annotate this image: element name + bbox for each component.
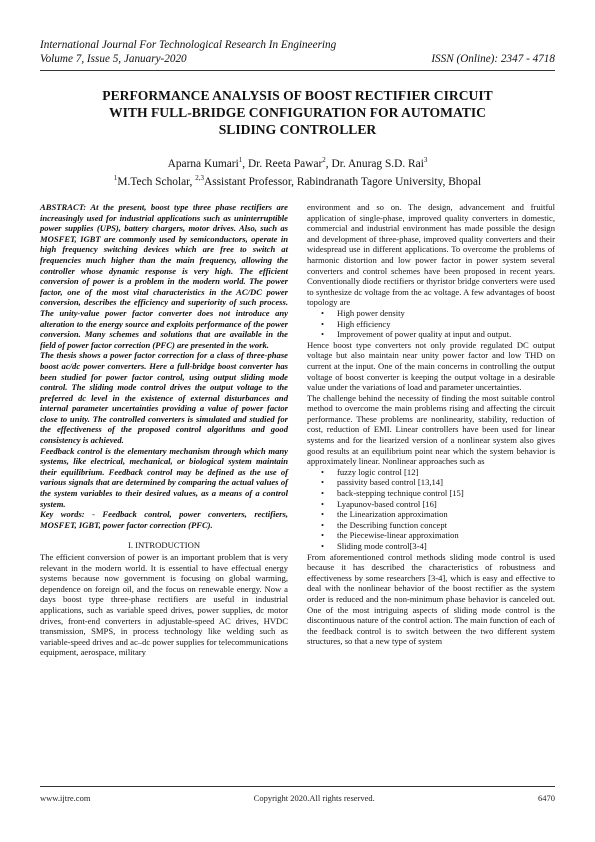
list-item: • the Linearization approximation xyxy=(337,509,555,520)
list-item: • Sliding mode control[3-4] xyxy=(337,541,555,552)
title-line-1: PERFORMANCE ANALYSIS OF BOOST RECTIFIER CIRCUIT xyxy=(102,88,493,103)
list-item: • High efficiency xyxy=(337,319,555,330)
author-line: Aparna Kumari$^1$, Dr. Reeta Pawar$^2$, Dr. Anurag S.D. Rai$^3$ xyxy=(167,156,428,170)
abstract-paragraph: The thesis shows a power factor correction for a class of three-phase boost ac/dc power converters. Here a full-bridge boost converter has been studied for power factor control, using output sliding mode control. The sliding mode control drives the output voltage to the preferred dc level in the existence of external disturbances and internal parameter uncertainties providing a value of power factor close to unity. The controlled converters is simulated and studied for the effectiveness of the proposed control algorithms and good consistency is achieved. xyxy=(40,350,288,446)
section-heading: I. INTRODUCTION xyxy=(127,540,201,551)
list-item: • the Piecewise-linear approximation xyxy=(337,530,555,541)
approaches-list xyxy=(307,467,555,552)
keywords: Key words: - Feedback control, power converters, rectifiers, MOSFET, IGBT, power factor correction (PFC). xyxy=(40,509,288,530)
list-item: • passivity based control [13,14] xyxy=(337,477,555,488)
page-footer xyxy=(40,793,555,803)
footer-copyright: Copyright 2020.All rights reserved. xyxy=(253,793,375,803)
page-number: 6470 xyxy=(537,793,555,803)
body-paragraph: From aforementioned control methods sliding mode control is used because it has described the characteristics of robustness and effectiveness by some researchers [3-4], which is easy and effective to deal with the nonlinear behavior of the boost rectifier as the system order is reduced and the non-minimum phase behavior is canceled out. One of the most intriguing aspects of sliding mode control is the discontinuous nature of the control action. The main function of each of the feedback control is to switch between the two different system structures, so that a new type of system xyxy=(307,551,555,647)
author-block xyxy=(40,153,555,189)
journal-name: International Journal For Technological Research In Engineering xyxy=(40,39,337,51)
list-item: • fuzzy logic control [12] xyxy=(337,467,555,478)
left-column xyxy=(40,202,288,658)
journal-issn: ISSN (Online): 2347 - 4718 xyxy=(431,53,555,65)
abstract-paragraph: Feedback control is the elementary mechanism through which many systems, like electrical, mechanical, or biological system maintain their equilibrium. Feedback control may be defined as the use of various signals that are determined by comparing the actual values of the system variables to their desired values, as a means of a control system. xyxy=(40,445,288,509)
body-paragraph: The challenge behind the necessity of finding the most suitable control method to overcome the main problems rising and affecting the circuit performance. These problems are nonlinearity, stability, reduction of cost, reduction of EMI. Linear controllers have been used for linear systems and for the liearized version of a nonlinear system also gives good results at an equilibrium point near which the system behavior is approximately linear. Nonlinear approaches such as xyxy=(307,392,555,467)
list-item: • Lyapunov-based control [16] xyxy=(337,499,555,510)
list-item: • back-stepping technique control [15] xyxy=(337,488,555,499)
journal-volume: Volume 7, Issue 5, January-2020 xyxy=(40,53,187,65)
header-rule xyxy=(40,70,555,71)
author-name-1: Aparna Kumari xyxy=(167,157,239,170)
footer-rule xyxy=(40,786,555,787)
paper-title xyxy=(40,87,555,138)
intro-paragraph: The efficient conversion of power is an important problem that is very relevant in the modern world. It is essential to have effectual energy systems because now government is focusing on global warming, dependence on foreign oil, and the focus on renewable energy. Now a days boost type three-phase rectifiers are useful in industrial applications, such as variable speed drives, power supplies, dc motor drives, front-end converters in adjustable-speed AC drives, HVDC transmission, SMPS, in process technology like welding such as variable-speed drives and ac–dc power supplies for telecommunications equipment, aerospace, military xyxy=(40,552,288,658)
advantages-list xyxy=(307,308,555,340)
title-line-3: SLIDING CONTROLLER xyxy=(218,122,377,137)
title-line-2: WITH FULL-BRIDGE CONFIGURATION FOR AUTOMATIC xyxy=(109,105,486,120)
list-item: • High power density xyxy=(337,308,555,319)
list-item: • Improvement of power quality at input and output. xyxy=(337,329,555,340)
affiliation-line: $^1$M.Tech Scholar, $^{2,3}$Assistant Professor, Rabindranath Tagore University, Bhopal xyxy=(113,173,482,188)
abstract-paragraph: ABSTRACT: At the present, boost type three phase rectifiers are increasingly used for industrial applications such as uninterruptible power supplies (UPS), battery chargers, motor drives. Also, such as MOSFET, IGBT are commonly used by semiconductors, operate in high frequency switching devices which are free to switch at frequencies much higher than the main frequency, allowing the controller whose dynamic response is very high. The efficient conversion of power is a problem in the modern world. The power factor, one of the most vital characteristics in the AC/DC power conversion, describes the efficiency and superiority of such process. The unity-value power factor converter does not introduce any alteration to the energy source and exploits performance of the power conversion. Many schemes and solutions that are available in the field of power factor correction (PFC) are presented in the work. xyxy=(40,202,288,350)
right-column xyxy=(307,202,555,647)
footer-website: www.ijtre.com xyxy=(40,793,91,803)
list-item: • the Describing function concept xyxy=(337,520,555,531)
body-paragraph: environment and so on. The design, advancement and fruitful application of single-phase, improved quality converters in domestic, commercial and industrial environment has made possible the design and development of three-phase, improved quality converters and their widespread use in different applications. To overcome the problems of harmonic distortion and low power factor in power system several converters and control schemes have been proposed in recent years. Conventionally diode rectifiers or thyristor bridge converters were used to synthesize dc voltage from the ac voltage. A few advantages of boost topology are xyxy=(307,202,555,308)
body-paragraph: Hence boost type converters not only provide regulated DC output voltage but also maintain near unity power factor and low THD on current at the input. One of the main concerns in controlling the output voltage of boost converter is keeping the output voltage in a desirable value under the variations of load and parameter uncertainties. xyxy=(307,339,555,393)
journal-header xyxy=(40,38,555,66)
